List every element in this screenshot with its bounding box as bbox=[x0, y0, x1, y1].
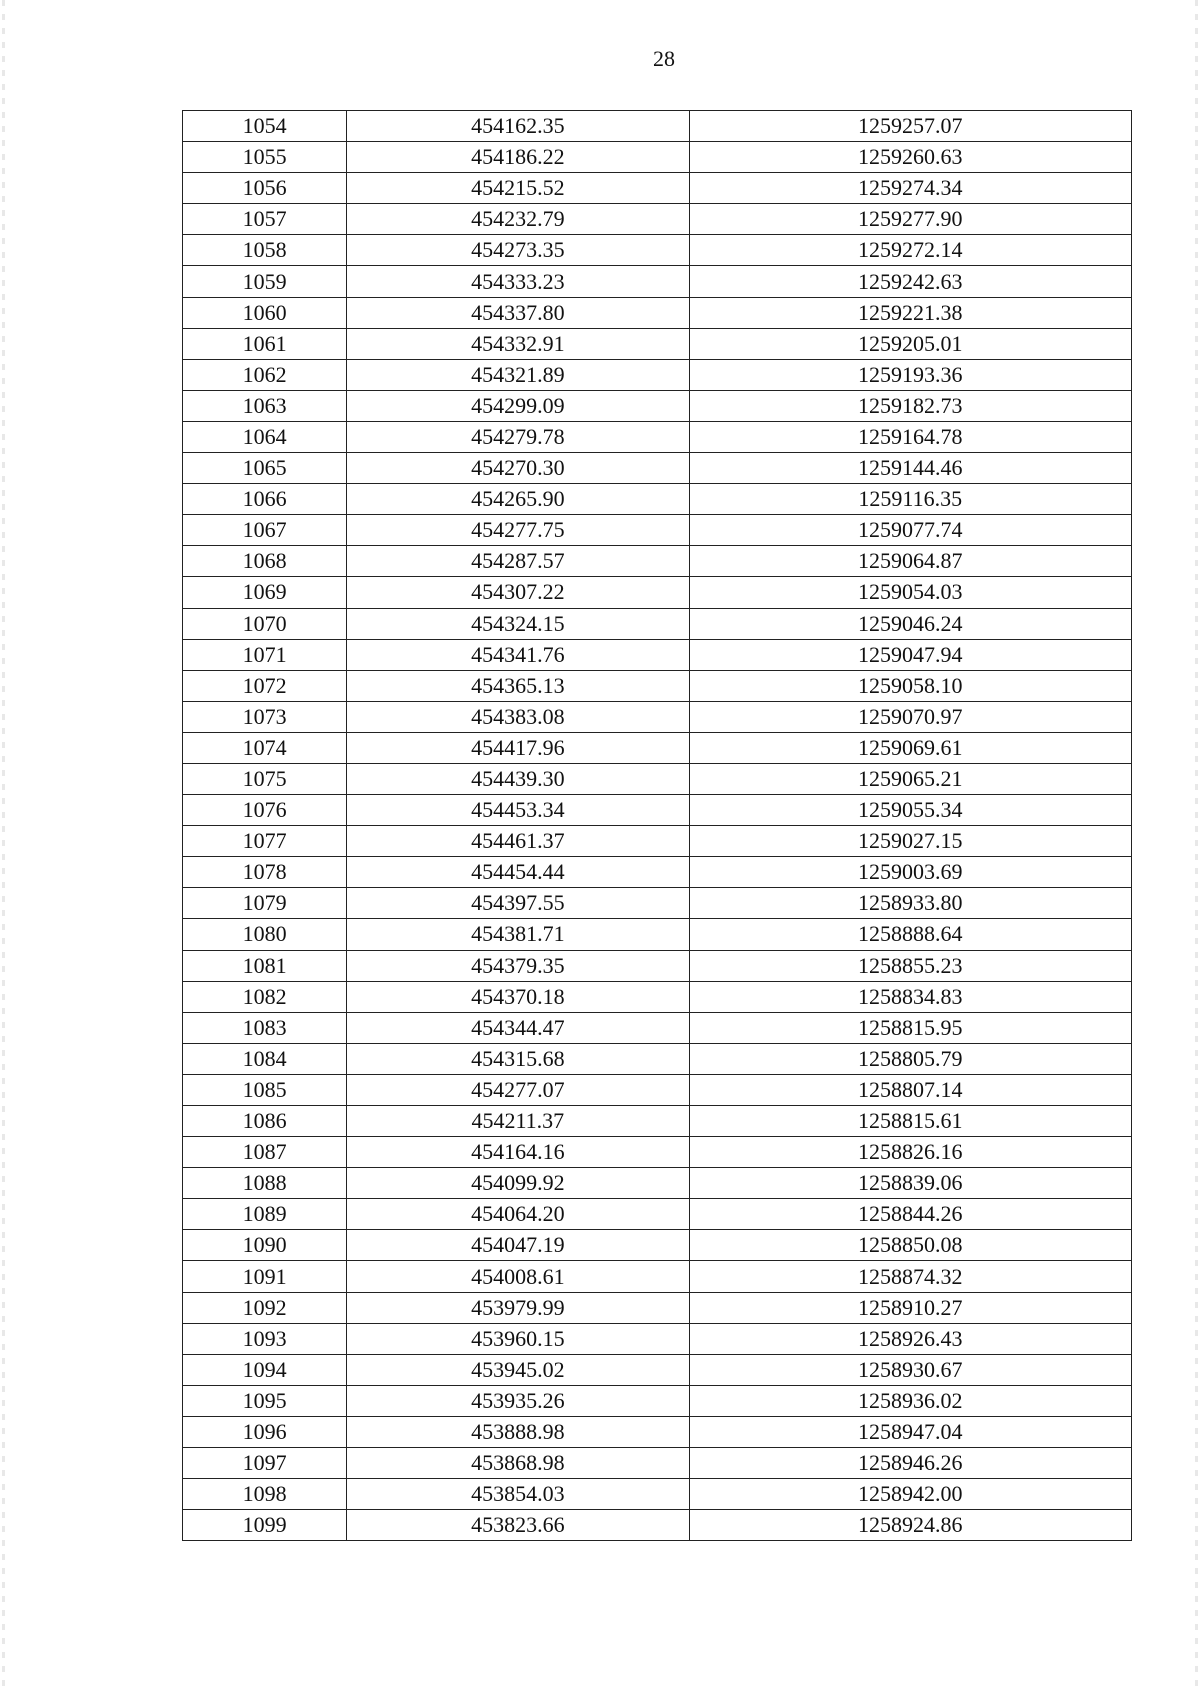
y-coordinate-cell: 1259027.15 bbox=[689, 826, 1131, 857]
y-coordinate-cell: 1258815.61 bbox=[689, 1106, 1131, 1137]
table-row bbox=[183, 297, 1132, 328]
x-coordinate-cell: 454454.44 bbox=[347, 857, 689, 888]
table-row bbox=[183, 1074, 1132, 1105]
point-number-cell: 1085 bbox=[183, 1074, 347, 1105]
x-coordinate-cell: 453945.02 bbox=[347, 1354, 689, 1385]
table-row bbox=[183, 515, 1132, 546]
table-row bbox=[183, 328, 1132, 359]
y-coordinate-cell: 1259277.90 bbox=[689, 204, 1131, 235]
x-coordinate-cell: 453935.26 bbox=[347, 1385, 689, 1416]
y-coordinate-cell: 1259260.63 bbox=[689, 142, 1131, 173]
table-row bbox=[183, 701, 1132, 732]
x-coordinate-cell: 454215.52 bbox=[347, 173, 689, 204]
point-number-cell: 1069 bbox=[183, 577, 347, 608]
y-coordinate-cell: 1258926.43 bbox=[689, 1323, 1131, 1354]
point-number-cell: 1063 bbox=[183, 390, 347, 421]
table-row bbox=[183, 390, 1132, 421]
y-coordinate-cell: 1258946.26 bbox=[689, 1448, 1131, 1479]
x-coordinate-cell: 453960.15 bbox=[347, 1323, 689, 1354]
point-number-cell: 1054 bbox=[183, 111, 347, 142]
x-coordinate-cell: 454211.37 bbox=[347, 1106, 689, 1137]
point-number-cell: 1071 bbox=[183, 639, 347, 670]
x-coordinate-cell: 454344.47 bbox=[347, 1012, 689, 1043]
x-coordinate-cell: 454315.68 bbox=[347, 1043, 689, 1074]
table-row bbox=[183, 981, 1132, 1012]
x-coordinate-cell: 454008.61 bbox=[347, 1261, 689, 1292]
point-number-cell: 1098 bbox=[183, 1479, 347, 1510]
x-coordinate-cell: 454099.92 bbox=[347, 1168, 689, 1199]
point-number-cell: 1064 bbox=[183, 421, 347, 452]
y-coordinate-cell: 1258815.95 bbox=[689, 1012, 1131, 1043]
y-coordinate-cell: 1259116.35 bbox=[689, 484, 1131, 515]
y-coordinate-cell: 1259069.61 bbox=[689, 732, 1131, 763]
x-coordinate-cell: 454064.20 bbox=[347, 1199, 689, 1230]
table-row bbox=[183, 639, 1132, 670]
table-row bbox=[183, 1385, 1132, 1416]
table-row bbox=[183, 1416, 1132, 1447]
table-row bbox=[183, 1448, 1132, 1479]
x-coordinate-cell: 454270.30 bbox=[347, 453, 689, 484]
x-coordinate-cell: 453868.98 bbox=[347, 1448, 689, 1479]
point-number-cell: 1090 bbox=[183, 1230, 347, 1261]
x-coordinate-cell: 454365.13 bbox=[347, 670, 689, 701]
y-coordinate-cell: 1258888.64 bbox=[689, 919, 1131, 950]
table-row bbox=[183, 950, 1132, 981]
y-coordinate-cell: 1259047.94 bbox=[689, 639, 1131, 670]
point-number-cell: 1060 bbox=[183, 297, 347, 328]
scan-edge-left bbox=[2, 0, 5, 1686]
y-coordinate-cell: 1259077.74 bbox=[689, 515, 1131, 546]
table-row bbox=[183, 1323, 1132, 1354]
point-number-cell: 1081 bbox=[183, 950, 347, 981]
table-row bbox=[183, 826, 1132, 857]
y-coordinate-cell: 1259274.34 bbox=[689, 173, 1131, 204]
y-coordinate-cell: 1258910.27 bbox=[689, 1292, 1131, 1323]
point-number-cell: 1062 bbox=[183, 359, 347, 390]
table-row bbox=[183, 670, 1132, 701]
point-number-cell: 1087 bbox=[183, 1137, 347, 1168]
table-row bbox=[183, 577, 1132, 608]
y-coordinate-cell: 1259182.73 bbox=[689, 390, 1131, 421]
point-number-cell: 1076 bbox=[183, 795, 347, 826]
x-coordinate-cell: 454321.89 bbox=[347, 359, 689, 390]
table-row bbox=[183, 1012, 1132, 1043]
table-row bbox=[183, 204, 1132, 235]
x-coordinate-cell: 454337.80 bbox=[347, 297, 689, 328]
y-coordinate-cell: 1258839.06 bbox=[689, 1168, 1131, 1199]
point-number-cell: 1075 bbox=[183, 763, 347, 794]
table-row bbox=[183, 1261, 1132, 1292]
x-coordinate-cell: 454333.23 bbox=[347, 266, 689, 297]
x-coordinate-cell: 454417.96 bbox=[347, 732, 689, 763]
point-number-cell: 1059 bbox=[183, 266, 347, 297]
y-coordinate-cell: 1259046.24 bbox=[689, 608, 1131, 639]
point-number-cell: 1095 bbox=[183, 1385, 347, 1416]
x-coordinate-cell: 454439.30 bbox=[347, 763, 689, 794]
point-number-cell: 1084 bbox=[183, 1043, 347, 1074]
x-coordinate-cell: 454279.78 bbox=[347, 421, 689, 452]
point-number-cell: 1094 bbox=[183, 1354, 347, 1385]
point-number-cell: 1086 bbox=[183, 1106, 347, 1137]
table-row bbox=[183, 111, 1132, 142]
table-row bbox=[183, 1106, 1132, 1137]
x-coordinate-cell: 454277.07 bbox=[347, 1074, 689, 1105]
point-number-cell: 1068 bbox=[183, 546, 347, 577]
y-coordinate-cell: 1259242.63 bbox=[689, 266, 1131, 297]
x-coordinate-cell: 454453.34 bbox=[347, 795, 689, 826]
point-number-cell: 1097 bbox=[183, 1448, 347, 1479]
point-number-cell: 1099 bbox=[183, 1510, 347, 1541]
point-number-cell: 1096 bbox=[183, 1416, 347, 1447]
y-coordinate-cell: 1258936.02 bbox=[689, 1385, 1131, 1416]
point-number-cell: 1077 bbox=[183, 826, 347, 857]
point-number-cell: 1078 bbox=[183, 857, 347, 888]
x-coordinate-cell: 454370.18 bbox=[347, 981, 689, 1012]
table-row bbox=[183, 1137, 1132, 1168]
y-coordinate-cell: 1259164.78 bbox=[689, 421, 1131, 452]
x-coordinate-cell: 453854.03 bbox=[347, 1479, 689, 1510]
x-coordinate-cell: 454162.35 bbox=[347, 111, 689, 142]
x-coordinate-cell: 454397.55 bbox=[347, 888, 689, 919]
point-number-cell: 1089 bbox=[183, 1199, 347, 1230]
point-number-cell: 1061 bbox=[183, 328, 347, 359]
point-number-cell: 1080 bbox=[183, 919, 347, 950]
y-coordinate-cell: 1259257.07 bbox=[689, 111, 1131, 142]
x-coordinate-cell: 454307.22 bbox=[347, 577, 689, 608]
y-coordinate-cell: 1259272.14 bbox=[689, 235, 1131, 266]
table-row bbox=[183, 266, 1132, 297]
table-row bbox=[183, 1292, 1132, 1323]
point-number-cell: 1057 bbox=[183, 204, 347, 235]
point-number-cell: 1058 bbox=[183, 235, 347, 266]
point-number-cell: 1072 bbox=[183, 670, 347, 701]
table-row bbox=[183, 795, 1132, 826]
table-row bbox=[183, 1354, 1132, 1385]
y-coordinate-cell: 1258826.16 bbox=[689, 1137, 1131, 1168]
point-number-cell: 1074 bbox=[183, 732, 347, 763]
table-row bbox=[183, 173, 1132, 204]
point-number-cell: 1065 bbox=[183, 453, 347, 484]
x-coordinate-cell: 453823.66 bbox=[347, 1510, 689, 1541]
table-row bbox=[183, 453, 1132, 484]
x-coordinate-cell: 453888.98 bbox=[347, 1416, 689, 1447]
y-coordinate-cell: 1259193.36 bbox=[689, 359, 1131, 390]
coordinates-table bbox=[182, 110, 1132, 1541]
point-number-cell: 1092 bbox=[183, 1292, 347, 1323]
y-coordinate-cell: 1258947.04 bbox=[689, 1416, 1131, 1447]
x-coordinate-cell: 454164.16 bbox=[347, 1137, 689, 1168]
y-coordinate-cell: 1258805.79 bbox=[689, 1043, 1131, 1074]
y-coordinate-cell: 1258850.08 bbox=[689, 1230, 1131, 1261]
table-row bbox=[183, 888, 1132, 919]
table-row bbox=[183, 1199, 1132, 1230]
table-row bbox=[183, 1510, 1132, 1541]
x-coordinate-cell: 454186.22 bbox=[347, 142, 689, 173]
x-coordinate-cell: 454273.35 bbox=[347, 235, 689, 266]
table-row bbox=[183, 763, 1132, 794]
table-row bbox=[183, 359, 1132, 390]
y-coordinate-cell: 1258942.00 bbox=[689, 1479, 1131, 1510]
table-row bbox=[183, 857, 1132, 888]
y-coordinate-cell: 1258924.86 bbox=[689, 1510, 1131, 1541]
point-number-cell: 1070 bbox=[183, 608, 347, 639]
table-row bbox=[183, 1168, 1132, 1199]
point-number-cell: 1088 bbox=[183, 1168, 347, 1199]
point-number-cell: 1056 bbox=[183, 173, 347, 204]
x-coordinate-cell: 454461.37 bbox=[347, 826, 689, 857]
table-row bbox=[183, 608, 1132, 639]
point-number-cell: 1055 bbox=[183, 142, 347, 173]
point-number-cell: 1083 bbox=[183, 1012, 347, 1043]
x-coordinate-cell: 454277.75 bbox=[347, 515, 689, 546]
table-row bbox=[183, 1230, 1132, 1261]
x-coordinate-cell: 454232.79 bbox=[347, 204, 689, 235]
y-coordinate-cell: 1259064.87 bbox=[689, 546, 1131, 577]
table-row bbox=[183, 732, 1132, 763]
point-number-cell: 1093 bbox=[183, 1323, 347, 1354]
x-coordinate-cell: 454299.09 bbox=[347, 390, 689, 421]
table-row bbox=[183, 1043, 1132, 1074]
table-row bbox=[183, 919, 1132, 950]
table-row bbox=[183, 142, 1132, 173]
y-coordinate-cell: 1259055.34 bbox=[689, 795, 1131, 826]
x-coordinate-cell: 454379.35 bbox=[347, 950, 689, 981]
x-coordinate-cell: 454332.91 bbox=[347, 328, 689, 359]
y-coordinate-cell: 1258855.23 bbox=[689, 950, 1131, 981]
y-coordinate-cell: 1258834.83 bbox=[689, 981, 1131, 1012]
table-row bbox=[183, 421, 1132, 452]
y-coordinate-cell: 1259065.21 bbox=[689, 763, 1131, 794]
coordinates-table-body bbox=[183, 111, 1132, 1541]
y-coordinate-cell: 1259205.01 bbox=[689, 328, 1131, 359]
point-number-cell: 1091 bbox=[183, 1261, 347, 1292]
x-coordinate-cell: 454047.19 bbox=[347, 1230, 689, 1261]
x-coordinate-cell: 454383.08 bbox=[347, 701, 689, 732]
y-coordinate-cell: 1259003.69 bbox=[689, 857, 1131, 888]
point-number-cell: 1067 bbox=[183, 515, 347, 546]
scan-edge-right bbox=[1195, 0, 1198, 1686]
y-coordinate-cell: 1259221.38 bbox=[689, 297, 1131, 328]
y-coordinate-cell: 1258874.32 bbox=[689, 1261, 1131, 1292]
y-coordinate-cell: 1259058.10 bbox=[689, 670, 1131, 701]
y-coordinate-cell: 1259144.46 bbox=[689, 453, 1131, 484]
y-coordinate-cell: 1259054.03 bbox=[689, 577, 1131, 608]
point-number-cell: 1079 bbox=[183, 888, 347, 919]
table-row bbox=[183, 235, 1132, 266]
x-coordinate-cell: 454265.90 bbox=[347, 484, 689, 515]
y-coordinate-cell: 1258844.26 bbox=[689, 1199, 1131, 1230]
point-number-cell: 1073 bbox=[183, 701, 347, 732]
x-coordinate-cell: 454381.71 bbox=[347, 919, 689, 950]
y-coordinate-cell: 1258807.14 bbox=[689, 1074, 1131, 1105]
page-number: 28 bbox=[653, 46, 675, 71]
x-coordinate-cell: 453979.99 bbox=[347, 1292, 689, 1323]
x-coordinate-cell: 454287.57 bbox=[347, 546, 689, 577]
point-number-cell: 1082 bbox=[183, 981, 347, 1012]
table-row bbox=[183, 1479, 1132, 1510]
x-coordinate-cell: 454324.15 bbox=[347, 608, 689, 639]
y-coordinate-cell: 1258933.80 bbox=[689, 888, 1131, 919]
y-coordinate-cell: 1258930.67 bbox=[689, 1354, 1131, 1385]
table-row bbox=[183, 484, 1132, 515]
x-coordinate-cell: 454341.76 bbox=[347, 639, 689, 670]
table-row bbox=[183, 546, 1132, 577]
y-coordinate-cell: 1259070.97 bbox=[689, 701, 1131, 732]
point-number-cell: 1066 bbox=[183, 484, 347, 515]
